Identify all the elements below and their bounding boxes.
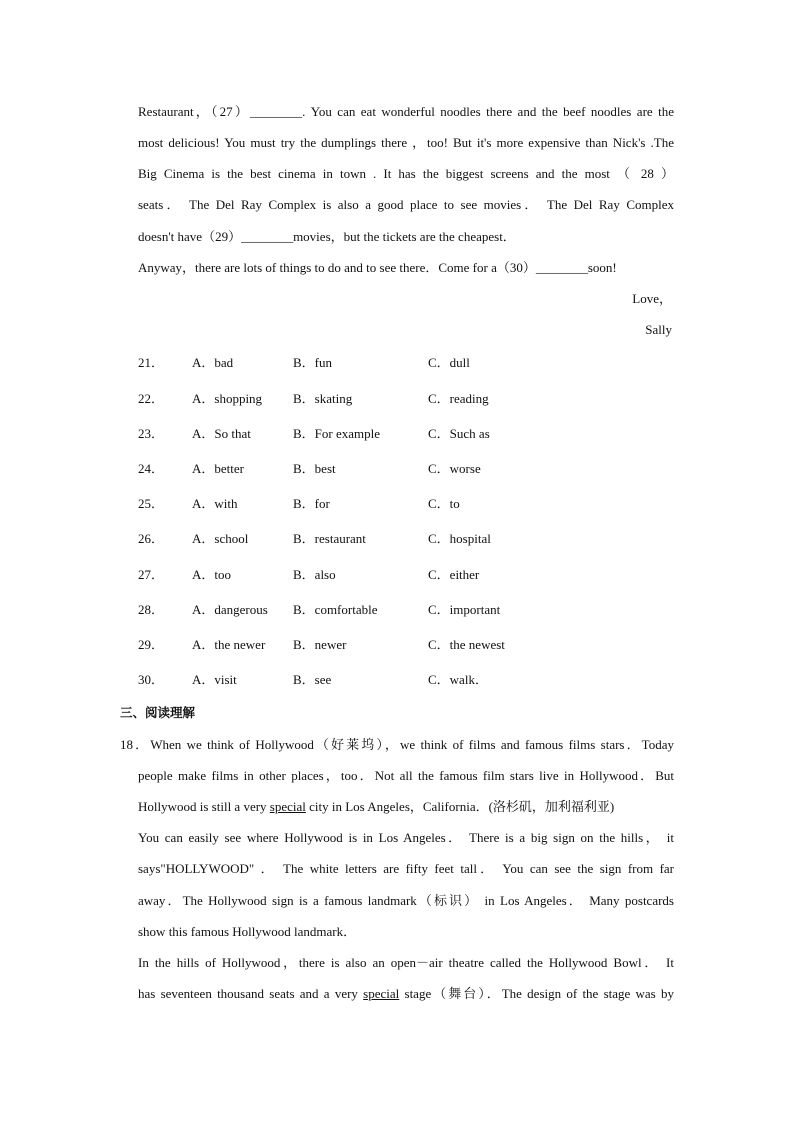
passage-line-4: seats． The Del Ray Complex is also a good place to see movies． The Del Ray Complex bbox=[138, 197, 674, 212]
question-number: 28． bbox=[138, 602, 165, 617]
option-row bbox=[138, 672, 678, 688]
option-a: A．shopping bbox=[192, 391, 263, 406]
option-b: B．see bbox=[293, 672, 332, 687]
option-b: B．For example bbox=[293, 426, 381, 441]
reading-line-9-start: has seventeen thousand seats and a very bbox=[138, 986, 364, 1001]
section-title: 三、阅读理解 bbox=[120, 705, 196, 720]
underlined-word: special bbox=[363, 986, 400, 1001]
question-number: 23． bbox=[138, 426, 165, 441]
option-b: B．restaurant bbox=[293, 531, 366, 546]
option-c: C．reading bbox=[428, 391, 489, 406]
option-a: A．dangerous bbox=[192, 602, 268, 617]
reading-line-8: In the hills of Hollywood，there is also an open－air theatre called the Hollywood Bowl． It bbox=[138, 955, 674, 970]
option-b: B．fun bbox=[293, 355, 333, 370]
option-row bbox=[138, 567, 678, 583]
underlined-word: special bbox=[269, 799, 306, 814]
reading-line-3-end: city in Los Angeles，California．(洛杉矶，加利福利亚) bbox=[305, 799, 615, 814]
option-c: C．the newest bbox=[428, 637, 505, 652]
option-row bbox=[138, 637, 678, 653]
reading-line-5: says"HOLLYWOOD" ． The white letters are fifty feet tall． You can see the sign from far bbox=[138, 861, 674, 876]
option-row bbox=[138, 426, 678, 442]
passage-line-5: doesn't have（29）________movies，but the tickets are the cheapest． bbox=[138, 229, 516, 244]
question-number: 21． bbox=[138, 355, 165, 370]
reading-line-4: You can easily see where Hollywood is in Los Angeles． There is a big sign on the hills， it bbox=[138, 830, 674, 845]
passage-line-1: Restaurant，（27）________. You can eat wonderful noodles there and the beef noodles are the bbox=[138, 104, 674, 119]
option-a: A．school bbox=[192, 531, 249, 546]
option-c: C．walk． bbox=[428, 672, 488, 687]
option-row bbox=[138, 531, 678, 547]
option-c: C．dull bbox=[428, 355, 470, 370]
reading-question-line: 18．When we think of Hollywood（好莱坞），we think of films and famous films stars．Today bbox=[120, 737, 674, 752]
option-c: C．worse bbox=[428, 461, 481, 476]
question-number: 27． bbox=[138, 567, 165, 582]
option-a: A．So that bbox=[192, 426, 251, 441]
question-number: 29． bbox=[138, 637, 165, 652]
letter-closing: Love， bbox=[632, 291, 672, 306]
reading-line-6: away．The Hollywood sign is a famous landmark（标识） in Los Angeles． Many postcards bbox=[138, 893, 674, 908]
question-number: 25． bbox=[138, 496, 165, 511]
reading-line-9 bbox=[138, 986, 674, 1002]
reading-line-3-start: Hollywood is still a very bbox=[138, 799, 270, 814]
option-row bbox=[138, 391, 678, 407]
option-c: C．either bbox=[428, 567, 480, 582]
reading-line-3 bbox=[138, 799, 674, 815]
question-number: 22． bbox=[138, 391, 165, 406]
option-a: A．too bbox=[192, 567, 232, 582]
option-b: B．for bbox=[293, 496, 330, 511]
reading-line-9-end: ．The design of the stage was by bbox=[486, 986, 674, 1001]
option-a: A．visit bbox=[192, 672, 237, 687]
option-row bbox=[138, 355, 678, 371]
option-a: A．with bbox=[192, 496, 238, 511]
passage-line-2: most delicious! You must try the dumplings there ，too! But it's more expensive than Nick's .The bbox=[138, 135, 674, 150]
reading-line-2: people make films in other places，too．Not all the famous film stars live in Hollywood．But bbox=[138, 768, 674, 783]
option-c: C．hospital bbox=[428, 531, 491, 546]
option-b: B．best bbox=[293, 461, 336, 476]
option-c: C．important bbox=[428, 602, 501, 617]
reading-line-9-mid: stage（舞台） bbox=[399, 986, 487, 1001]
question-number: 30． bbox=[138, 672, 165, 687]
option-c: C．to bbox=[428, 496, 460, 511]
question-number: 24． bbox=[138, 461, 165, 476]
option-row bbox=[138, 496, 678, 512]
option-row bbox=[138, 461, 678, 477]
question-number: 26． bbox=[138, 531, 165, 546]
option-a: A．better bbox=[192, 461, 244, 476]
option-a: A．bad bbox=[192, 355, 234, 370]
option-a: A．the newer bbox=[192, 637, 266, 652]
letter-signature: Sally bbox=[645, 322, 672, 337]
option-b: B．also bbox=[293, 567, 336, 582]
passage-line-3: Big Cinema is the best cinema in town . It has the biggest screens and the most （ 28 ） bbox=[138, 166, 674, 181]
passage-line-6: Anyway，there are lots of things to do and to see there．Come for a（30）________soon! bbox=[138, 260, 617, 275]
option-b: B．skating bbox=[293, 391, 353, 406]
option-c: C．Such as bbox=[428, 426, 490, 441]
option-row bbox=[138, 602, 678, 618]
option-b: B．comfortable bbox=[293, 602, 378, 617]
reading-line-7: show this famous Hollywood landmark． bbox=[138, 924, 357, 939]
option-b: B．newer bbox=[293, 637, 347, 652]
